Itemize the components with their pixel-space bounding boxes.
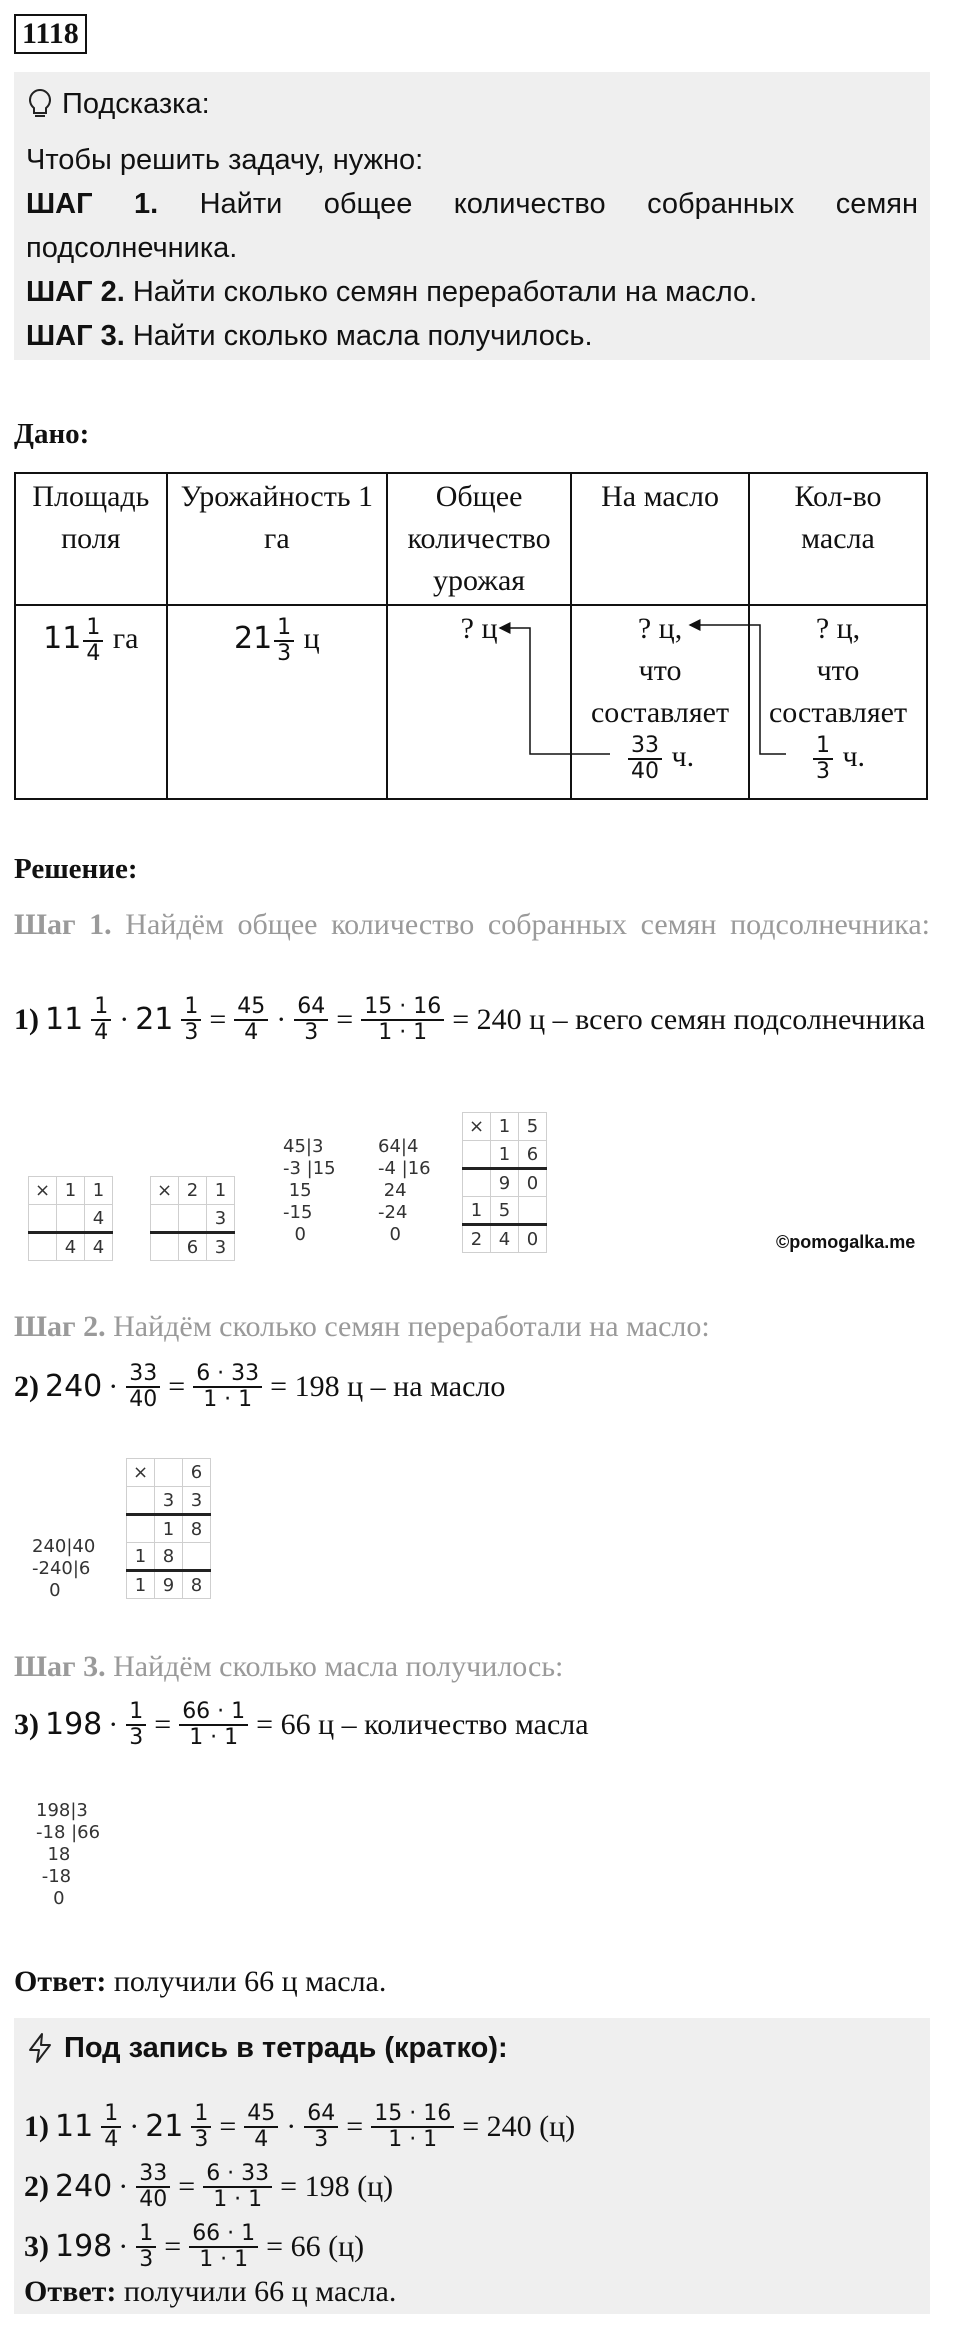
- solution-title: Решение:: [14, 853, 138, 885]
- step2-formula: 2) 240 · $\frac{33}{40}$ = $\frac{6 \cdot 33}{1 \cdot 1}$ = 198 ц – на масло: [14, 1361, 506, 1412]
- short-record-box: [14, 2018, 930, 2314]
- answer: Ответ: получили 66 ц масла.: [14, 1965, 387, 1998]
- division-45-by-3: 45|3 -3 |15 15 -15 0: [283, 1136, 336, 1245]
- cell-total: ? ц: [387, 605, 571, 799]
- division-240-by-40: 240|40 -240|6 0: [32, 1536, 96, 1601]
- mult-grid-21x3: × 2 1 3 6 3: [150, 1176, 235, 1261]
- header-total: Общее количество урожая: [387, 473, 571, 605]
- lightning-icon: [26, 2032, 54, 2064]
- short-line-1: 1) 11 $\frac{1}{4}$ · 21 $\frac{1}{3}$ = $\frac{45}{4}$ · $\frac{64}{3}$ = $\frac{15 \cdot 16}{1 \cdot 1}$ = 240 (ц): [24, 2101, 576, 2152]
- mult-grid-6x33: × 6 3 3 1 8 1 8 1 9 8: [126, 1458, 211, 1599]
- step3-heading: Шаг 3. Найдём сколько масла получилось:: [14, 1650, 564, 1683]
- step1-heading: Шаг 1. Найдём общее количество собранных семян подсолнечника:: [14, 908, 931, 941]
- hint-title: Подсказка:: [62, 88, 210, 120]
- header-oil: Кол-во масла: [749, 473, 927, 605]
- step1-formula: 1) 11 $\frac{1}{4}$ · 21 $\frac{1}{3}$ = $\frac{45}{4}$ · $\frac{64}{3}$ = $\frac{15 \cdot 16}{1 \cdot 1}$ = 240 ц – всего семян подсолнечника: [14, 994, 926, 1045]
- hint-intro: Чтобы решить задачу, нужно:: [26, 144, 424, 176]
- cell-yield: 21 $\frac{1}{3}$ ц: [167, 605, 387, 799]
- header-yield: Урожайность 1 га: [167, 473, 387, 605]
- task-number: 1118: [14, 14, 87, 54]
- header-oil-seeds: На масло: [571, 473, 749, 605]
- watermark: ©pomogalka.me: [776, 1232, 916, 1252]
- division-198-by-3: 198|3 -18 |66 18 -18 0: [36, 1800, 101, 1909]
- header-area: Площадь поля: [15, 473, 167, 605]
- hint-step-1: ШАГ 1. Найти общее количество собранных семян подсолнечника.: [26, 188, 918, 264]
- given-title: Дано:: [14, 418, 90, 450]
- cell-area: 11 $\frac{1}{4}$ га: [15, 605, 167, 799]
- cell-oil: ? ц, что составляет $\frac{1}{3}$ ч.: [749, 605, 927, 799]
- short-answer: Ответ: получили 66 ц масла.: [24, 2275, 397, 2308]
- mult-grid-11x4: × 1 1 4 4 4: [28, 1176, 113, 1261]
- hint-step-3: ШАГ 3. Найти сколько масла получилось.: [26, 320, 593, 352]
- step3-formula: 3) 198 · $\frac{1}{3}$ = $\frac{66 \cdot 1}{1 \cdot 1}$ = 66 ц – количество масла: [14, 1699, 589, 1750]
- short-record-header: Под запись в тетрадь (кратко):: [26, 2028, 508, 2068]
- short-line-3: 3) 198 · $\frac{1}{3}$ = $\frac{66 \cdot 1}{1 \cdot 1}$ = 66 (ц): [24, 2221, 365, 2272]
- hint-step-2: ШАГ 2. Найти сколько семян переработали на масло.: [26, 276, 758, 308]
- division-64-by-4: 64|4 -4 |16 24 -24 0: [378, 1136, 431, 1245]
- cell-oil-seeds: ? ц, что составляет $\frac{33}{40}$ ч.: [571, 605, 749, 799]
- short-line-2: 2) 240 · $\frac{33}{40}$ = $\frac{6 \cdot 33}{1 \cdot 1}$ = 198 (ц): [24, 2161, 394, 2212]
- mult-grid-15x16: × 1 5 1 6 9 0 1 5 2 4 0: [462, 1112, 547, 1253]
- relation-arrows: [0, 0, 960, 800]
- step2-heading: Шаг 2. Найдём сколько семян переработали на масло:: [14, 1310, 710, 1343]
